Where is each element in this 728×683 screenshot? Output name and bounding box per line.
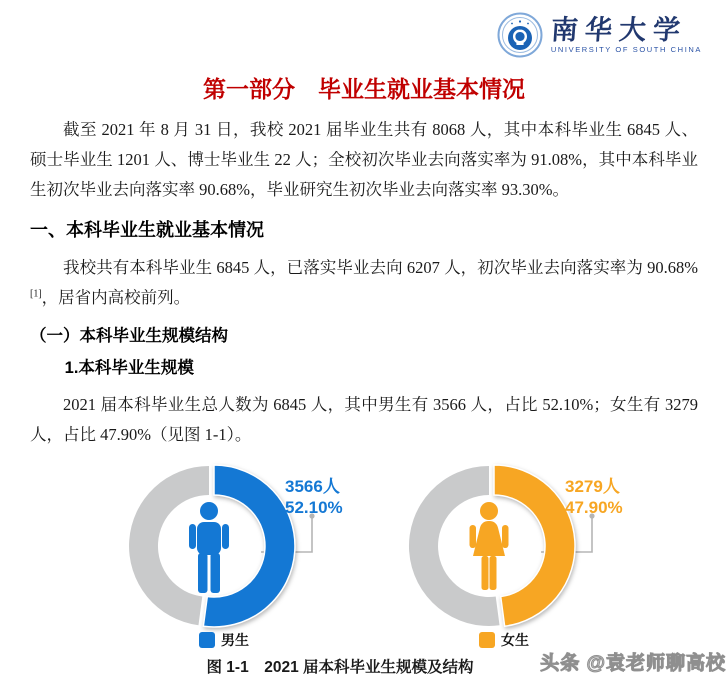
university-logo: [497, 12, 702, 58]
legend-female: [479, 630, 529, 650]
male-icon: [189, 502, 229, 593]
legend-swatch-male: [199, 632, 215, 648]
footnote-ref: [1]: [30, 288, 42, 300]
female-icon: [470, 502, 509, 590]
university-name-cn: 南华大学: [549, 15, 688, 45]
donut-svg: [364, 458, 644, 636]
donut-count-label: 3566人: [285, 477, 340, 496]
watermark: 头条 @袁老师聊高校: [540, 653, 726, 674]
heading-scale-structure: （一）本科毕业生规模结构: [30, 327, 228, 345]
donut-svg: [84, 458, 364, 636]
paragraph-undergrad-rate-tail: ，居省内高校前列。: [41, 288, 191, 307]
university-emblem-icon: [497, 12, 543, 58]
heading-scale: 1.本科毕业生规模: [64, 359, 194, 377]
legend-label-female: 女生: [501, 632, 529, 648]
donut-chart-male: [84, 458, 364, 650]
paragraph-undergrad-rate-text: 我校共有本科毕业生 6845 人，已落实毕业去向 6207 人，初次毕业去向落实率为 90.68%: [63, 258, 698, 277]
university-name-en: UNIVERSITY OF SOUTH CHINA: [550, 45, 702, 54]
heading-undergrad-employment: 一、本科毕业生就业基本情况: [30, 220, 264, 240]
legend-male: [199, 630, 249, 650]
figure-1-1: [30, 458, 698, 650]
section-title: 第一部分 毕业生就业基本情况: [203, 76, 525, 102]
donut-female-canvas: [364, 458, 644, 636]
paragraph-undergrad-rate: [30, 253, 698, 313]
legend-label-male: 男生: [221, 632, 249, 648]
legend-swatch-female: [479, 632, 495, 648]
donut-male-canvas: [84, 458, 364, 636]
figure-caption: 图 1-1 2021 届本科毕业生规模及结构: [206, 659, 474, 676]
donut-count-label: 3279人: [565, 477, 620, 496]
university-logo-text: [551, 16, 702, 54]
donut-chart-female: [364, 458, 644, 650]
paragraph-overview: 截至 2021 年 8 月 31 日，我校 2021 届毕业生共有 8068 人，其中本科毕业生 6845 人、硕士毕业生 1201 人、博士毕业生 22 人；全校初次毕业去向落实率为 91.08%，其中本科毕业生初次毕业去向落实率 90.68%，毕业研究生初次毕业去向落实率 93.30%。: [30, 120, 698, 199]
donut-percent-label: 47.90%: [565, 498, 623, 517]
donut-percent-label: 52.10%: [285, 498, 343, 517]
paragraph-gender-split: 2021 届本科毕业生总人数为 6845 人，其中男生有 3566 人，占比 52.10%；女生有 3279 人，占比 47.90%（见图 1-1）。: [30, 395, 698, 444]
